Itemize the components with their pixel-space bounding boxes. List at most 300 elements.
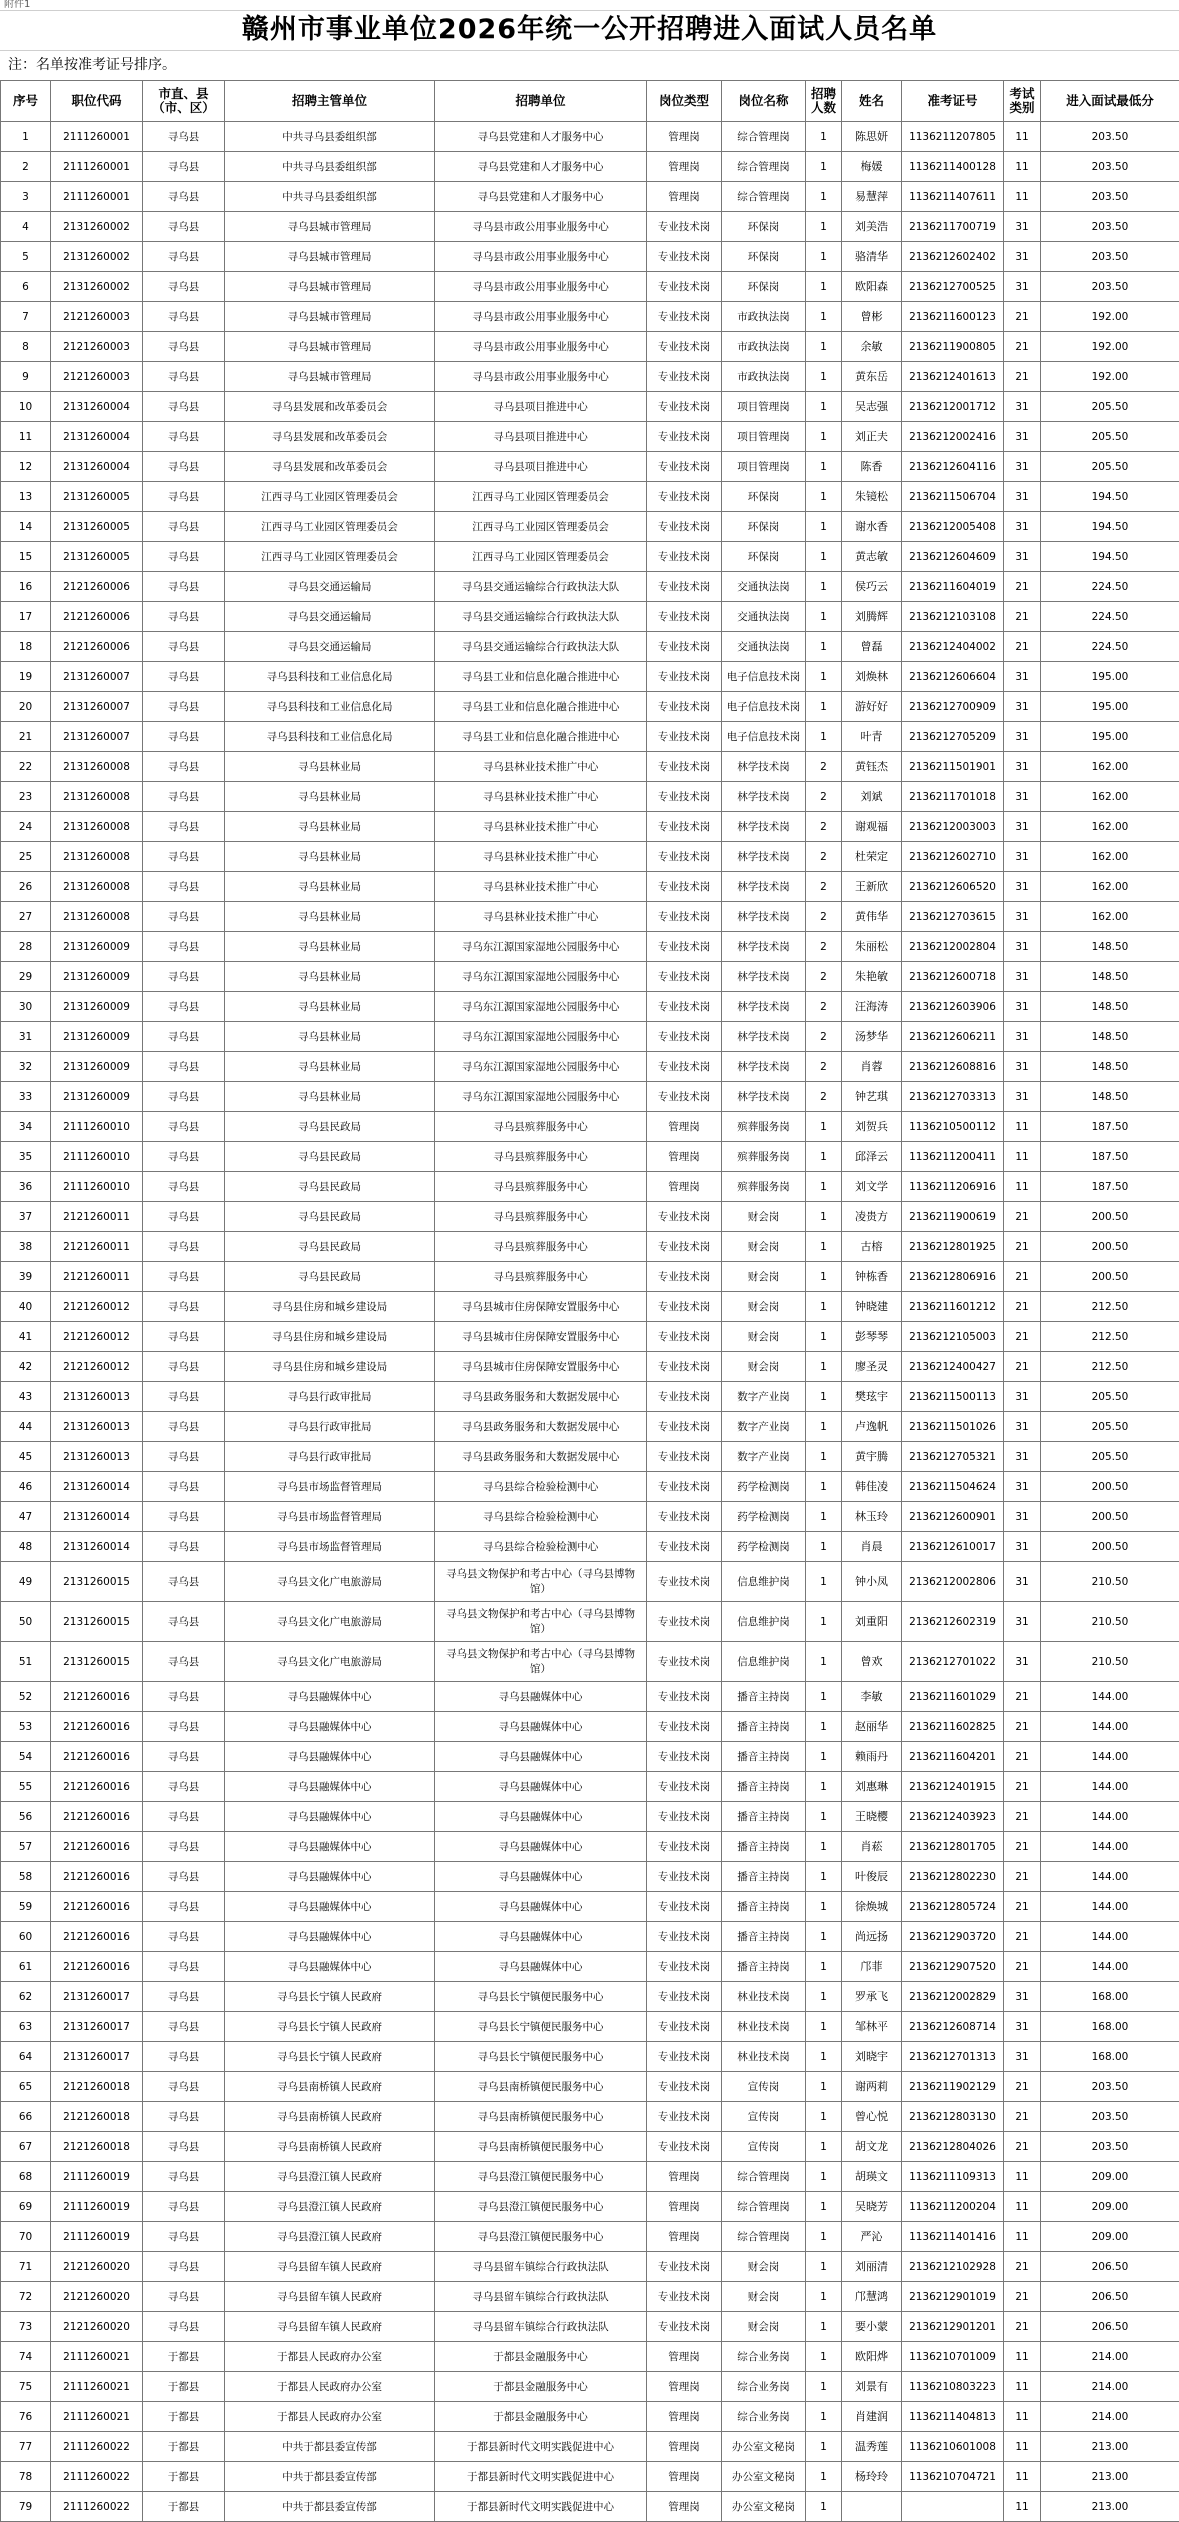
authority-cell: 寻乌县发展和改革委员会 [225,392,435,422]
county-cell: 寻乌县 [143,932,225,962]
seq-cell: 16 [1,572,51,602]
county-cell: 寻乌县 [143,2012,225,2042]
unit-cell: 寻乌县融媒体中心 [435,1862,647,1892]
exam-category-cell: 31 [1004,932,1041,962]
min-score-cell: 203.50 [1041,182,1179,212]
quota-cell: 1 [806,332,842,362]
post-type-cell: 专业技术岗 [647,1382,722,1412]
ticket-cell: 2136212703313 [902,1082,1004,1112]
exam-category-cell: 21 [1004,2132,1041,2162]
header-authority: 招聘主管单位 [225,81,435,122]
table-row [1,2282,1179,2312]
exam-category-cell: 31 [1004,272,1041,302]
ticket-cell: 2136211501901 [902,752,1004,782]
exam-category-cell: 31 [1004,1022,1041,1052]
unit-cell: 江西寻乌工业园区管理委员会 [435,542,647,572]
name-cell: 刘正夫 [842,422,902,452]
unit-cell: 寻乌县综合检验检测中心 [435,1502,647,1532]
seq-cell: 74 [1,2342,51,2372]
table-row [1,2162,1179,2192]
post-type-cell: 专业技术岗 [647,212,722,242]
unit-cell: 寻乌县长宁镇便民服务中心 [435,2012,647,2042]
name-cell: 王晓樱 [842,1802,902,1832]
authority-cell: 寻乌县融媒体中心 [225,1922,435,1952]
authority-cell: 江西寻乌工业园区管理委员会 [225,542,435,572]
seq-cell: 25 [1,842,51,872]
table-row [1,1082,1179,1112]
post-name-cell: 市政执法岗 [722,302,806,332]
quota-cell: 1 [806,1232,842,1262]
quota-cell: 2 [806,932,842,962]
exam-category-cell: 21 [1004,2252,1041,2282]
name-cell: 邹林平 [842,2012,902,2042]
ticket-cell: 1136210601008 [902,2432,1004,2462]
unit-cell: 寻乌县融媒体中心 [435,1832,647,1862]
exam-category-cell: 21 [1004,572,1041,602]
quota-cell: 1 [806,122,842,152]
name-cell: 胡瑛文 [842,2162,902,2192]
exam-category-cell: 31 [1004,1052,1041,1082]
quota-cell: 1 [806,1532,842,1562]
exam-category-cell: 21 [1004,332,1041,362]
quota-cell: 1 [806,1862,842,1892]
post-name-cell: 交通执法岗 [722,572,806,602]
seq-cell: 2 [1,152,51,182]
authority-cell: 寻乌县民政局 [225,1172,435,1202]
seq-cell: 1 [1,122,51,152]
name-cell: 凌贵方 [842,1202,902,1232]
name-cell: 李敏 [842,1682,902,1712]
authority-cell: 寻乌县林业局 [225,872,435,902]
quota-cell: 1 [806,392,842,422]
post-code-cell: 2111260022 [51,2432,143,2462]
unit-cell: 寻乌县项目推进中心 [435,392,647,422]
table-row [1,152,1179,182]
post-name-cell: 财会岗 [722,1232,806,1262]
unit-cell: 寻乌县南桥镇便民服务中心 [435,2102,647,2132]
post-code-cell: 2131260014 [51,1532,143,1562]
post-name-cell: 林业技术岗 [722,2012,806,2042]
county-cell: 寻乌县 [143,2252,225,2282]
authority-cell: 寻乌县林业局 [225,782,435,812]
post-code-cell: 2111260001 [51,152,143,182]
county-cell: 于都县 [143,2402,225,2432]
quota-cell: 1 [806,512,842,542]
post-name-cell: 宣传岗 [722,2102,806,2132]
post-type-cell: 专业技术岗 [647,1502,722,1532]
authority-cell: 寻乌县南桥镇人民政府 [225,2132,435,2162]
seq-cell: 77 [1,2432,51,2462]
post-code-cell: 2121260020 [51,2312,143,2342]
exam-category-cell: 31 [1004,872,1041,902]
name-cell: 曾心悦 [842,2102,902,2132]
authority-cell: 中共寻乌县委组织部 [225,152,435,182]
seq-cell: 47 [1,1502,51,1532]
county-cell: 寻乌县 [143,452,225,482]
table-row [1,1602,1179,1642]
table-row [1,272,1179,302]
post-type-cell: 专业技术岗 [647,422,722,452]
post-code-cell: 2121260016 [51,1712,143,1742]
post-type-cell: 专业技术岗 [647,1682,722,1712]
post-code-cell: 2131260008 [51,872,143,902]
ticket-cell: 2136212804026 [902,2132,1004,2162]
authority-cell: 中共寻乌县委组织部 [225,182,435,212]
unit-cell: 寻乌县留车镇综合行政执法队 [435,2312,647,2342]
min-score-cell: 192.00 [1041,362,1179,392]
post-code-cell: 2131260017 [51,2042,143,2072]
unit-cell: 于都县金融服务中心 [435,2372,647,2402]
name-cell: 林玉玲 [842,1502,902,1532]
authority-cell: 寻乌县民政局 [225,1232,435,1262]
exam-category-cell: 21 [1004,2312,1041,2342]
post-code-cell: 2131260008 [51,752,143,782]
post-name-cell: 财会岗 [722,2282,806,2312]
unit-cell: 寻乌县林业技术推广中心 [435,752,647,782]
name-cell: 曾彬 [842,302,902,332]
post-name-cell: 播音主持岗 [722,1772,806,1802]
unit-cell: 寻乌县党建和人才服务中心 [435,182,647,212]
name-cell: 黄宇腾 [842,1442,902,1472]
ticket-cell: 2136212701022 [902,1642,1004,1682]
name-cell: 廖圣灵 [842,1352,902,1382]
post-type-cell: 专业技术岗 [647,1562,722,1602]
unit-cell: 寻乌县市政公用事业服务中心 [435,332,647,362]
ticket-cell: 2136211500113 [902,1382,1004,1412]
min-score-cell: 212.50 [1041,1292,1179,1322]
name-cell: 要小蒙 [842,2312,902,2342]
quota-cell: 1 [806,2372,842,2402]
name-cell: 樊玹宇 [842,1382,902,1412]
table-row [1,812,1179,842]
ticket-cell: 2136212600718 [902,962,1004,992]
min-score-cell: 200.50 [1041,1232,1179,1262]
post-name-cell: 交通执法岗 [722,602,806,632]
unit-cell: 寻乌县文物保护和考古中心（寻乌县博物馆） [435,1642,647,1682]
post-code-cell: 2111260019 [51,2222,143,2252]
ticket-cell: 2136211900805 [902,332,1004,362]
quota-cell: 1 [806,2402,842,2432]
exam-category-cell: 21 [1004,1772,1041,1802]
authority-cell: 寻乌县融媒体中心 [225,1862,435,1892]
county-cell: 寻乌县 [143,782,225,812]
county-cell: 寻乌县 [143,212,225,242]
authority-cell: 于都县人民政府办公室 [225,2402,435,2432]
min-score-cell: 194.50 [1041,512,1179,542]
authority-cell: 寻乌县城市管理局 [225,272,435,302]
county-cell: 寻乌县 [143,1802,225,1832]
post-type-cell: 专业技术岗 [647,542,722,572]
authority-cell: 寻乌县城市管理局 [225,242,435,272]
post-code-cell: 2121260016 [51,1922,143,1952]
county-cell: 寻乌县 [143,242,225,272]
post-name-cell: 交通执法岗 [722,632,806,662]
name-cell: 谢两莉 [842,2072,902,2102]
authority-cell: 寻乌县长宁镇人民政府 [225,2012,435,2042]
name-cell: 陈思妍 [842,122,902,152]
post-code-cell: 2131260017 [51,1982,143,2012]
table-row [1,1202,1179,1232]
post-code-cell: 2131260008 [51,812,143,842]
post-type-cell: 专业技术岗 [647,632,722,662]
name-cell: 黄钰杰 [842,752,902,782]
post-code-cell: 2121260016 [51,1682,143,1712]
county-cell: 寻乌县 [143,1532,225,1562]
post-type-cell: 专业技术岗 [647,2102,722,2132]
quota-cell: 1 [806,302,842,332]
header-post-code: 职位代码 [51,81,143,122]
unit-cell: 寻乌县融媒体中心 [435,1742,647,1772]
ticket-cell: 2136212401613 [902,362,1004,392]
unit-cell: 寻乌县市政公用事业服务中心 [435,362,647,392]
county-cell: 寻乌县 [143,1952,225,1982]
authority-cell: 寻乌县融媒体中心 [225,1772,435,1802]
exam-category-cell: 11 [1004,2462,1041,2492]
quota-cell: 1 [806,1772,842,1802]
post-type-cell: 管理岗 [647,2222,722,2252]
seq-cell: 6 [1,272,51,302]
name-cell: 彭琴琴 [842,1322,902,1352]
min-score-cell: 162.00 [1041,782,1179,812]
min-score-cell: 203.50 [1041,152,1179,182]
post-type-cell: 管理岗 [647,2402,722,2432]
unit-cell: 寻乌县殡葬服务中心 [435,1202,647,1232]
post-type-cell: 专业技术岗 [647,992,722,1022]
post-code-cell: 2131260009 [51,1052,143,1082]
post-name-cell: 播音主持岗 [722,1802,806,1832]
seq-cell: 32 [1,1052,51,1082]
post-name-cell: 播音主持岗 [722,1832,806,1862]
exam-category-cell: 31 [1004,1502,1041,1532]
post-code-cell: 2121260012 [51,1322,143,1352]
seq-cell: 42 [1,1352,51,1382]
post-code-cell: 2131260015 [51,1602,143,1642]
ticket-cell: 2136212610017 [902,1532,1004,1562]
exam-category-cell: 21 [1004,1742,1041,1772]
county-cell: 寻乌县 [143,1112,225,1142]
quota-cell: 1 [806,2192,842,2222]
quota-cell: 2 [806,752,842,782]
exam-category-cell: 31 [1004,752,1041,782]
authority-cell: 寻乌县融媒体中心 [225,1682,435,1712]
min-score-cell: 144.00 [1041,1712,1179,1742]
county-cell: 于都县 [143,2462,225,2492]
table-row [1,452,1179,482]
post-code-cell: 2131260008 [51,902,143,932]
exam-category-cell: 31 [1004,842,1041,872]
quota-cell: 1 [806,632,842,662]
quota-cell: 2 [806,962,842,992]
min-score-cell: 224.50 [1041,632,1179,662]
post-name-cell: 综合管理岗 [722,2222,806,2252]
name-cell: 赵丽华 [842,1712,902,1742]
authority-cell: 寻乌县林业局 [225,1022,435,1052]
post-code-cell: 2121260016 [51,1952,143,1982]
min-score-cell: 205.50 [1041,392,1179,422]
table-row [1,422,1179,452]
post-type-cell: 专业技术岗 [647,2252,722,2282]
quota-cell: 1 [806,1292,842,1322]
name-cell: 余敏 [842,332,902,362]
name-cell: 刘贺兵 [842,1112,902,1142]
name-cell: 邝菲 [842,1952,902,1982]
post-code-cell: 2131260015 [51,1562,143,1602]
post-name-cell: 药学检测岗 [722,1502,806,1532]
header-post-type: 岗位类型 [647,81,722,122]
unit-cell: 寻乌县殡葬服务中心 [435,1142,647,1172]
post-code-cell: 2121260011 [51,1262,143,1292]
post-name-cell: 综合管理岗 [722,152,806,182]
quota-cell: 1 [806,1982,842,2012]
post-name-cell: 财会岗 [722,1202,806,1232]
min-score-cell: 162.00 [1041,872,1179,902]
post-type-cell: 专业技术岗 [647,1642,722,1682]
quota-cell: 2 [806,872,842,902]
quota-cell: 1 [806,1922,842,1952]
post-code-cell: 2121260012 [51,1352,143,1382]
post-name-cell: 播音主持岗 [722,1682,806,1712]
post-name-cell: 林学技术岗 [722,782,806,812]
seq-cell: 49 [1,1562,51,1602]
quota-cell: 1 [806,242,842,272]
post-type-cell: 专业技术岗 [647,332,722,362]
county-cell: 寻乌县 [143,182,225,212]
authority-cell: 寻乌县林业局 [225,962,435,992]
quota-cell: 1 [806,1172,842,1202]
seq-cell: 67 [1,2132,51,2162]
ticket-cell: 1136211400128 [902,152,1004,182]
table-row [1,392,1179,422]
seq-cell: 72 [1,2282,51,2312]
county-cell: 于都县 [143,2432,225,2462]
min-score-cell: 162.00 [1041,812,1179,842]
authority-cell: 寻乌县科技和工业信息化局 [225,722,435,752]
exam-category-cell: 21 [1004,632,1041,662]
min-score-cell: 195.00 [1041,722,1179,752]
unit-cell: 寻乌东江源国家湿地公园服务中心 [435,1022,647,1052]
name-cell: 刘惠琳 [842,1772,902,1802]
ticket-cell: 2136211600123 [902,302,1004,332]
post-type-cell: 管理岗 [647,2162,722,2192]
authority-cell: 寻乌县城市管理局 [225,302,435,332]
county-cell: 寻乌县 [143,1352,225,1382]
seq-cell: 56 [1,1802,51,1832]
unit-cell: 寻乌县党建和人才服务中心 [435,122,647,152]
table-row [1,302,1179,332]
name-cell: 古榕 [842,1232,902,1262]
post-code-cell: 2131260005 [51,542,143,572]
exam-category-cell: 31 [1004,692,1041,722]
county-cell: 寻乌县 [143,1642,225,1682]
name-cell: 刘景有 [842,2372,902,2402]
name-cell: 肖菘 [842,1832,902,1862]
post-name-cell: 药学检测岗 [722,1532,806,1562]
unit-cell: 寻乌县文物保护和考古中心（寻乌县博物馆） [435,1562,647,1602]
min-score-cell: 224.50 [1041,572,1179,602]
post-type-cell: 专业技术岗 [647,1532,722,1562]
ticket-cell [902,2492,1004,2522]
quota-cell: 1 [806,2282,842,2312]
min-score-cell: 203.50 [1041,2102,1179,2132]
table-row [1,692,1179,722]
quota-cell: 1 [806,1642,842,1682]
county-cell: 于都县 [143,2342,225,2372]
name-cell: 吴志强 [842,392,902,422]
unit-cell: 寻乌县融媒体中心 [435,1892,647,1922]
authority-cell: 寻乌县行政审批局 [225,1382,435,1412]
quota-cell: 1 [806,482,842,512]
name-cell: 易慧萍 [842,182,902,212]
post-name-cell: 药学检测岗 [722,1472,806,1502]
unit-cell: 寻乌县融媒体中心 [435,1952,647,1982]
min-score-cell: 203.50 [1041,2072,1179,2102]
min-score-cell: 214.00 [1041,2402,1179,2432]
header-county: 市直、县（市、区） [143,81,225,122]
post-type-cell: 专业技术岗 [647,1322,722,1352]
quota-cell: 1 [806,1502,842,1532]
min-score-cell: 144.00 [1041,1772,1179,1802]
min-score-cell: 210.50 [1041,1642,1179,1682]
quota-cell: 1 [806,422,842,452]
quota-cell: 1 [806,272,842,302]
authority-cell: 寻乌县民政局 [225,1202,435,1232]
quota-cell: 1 [806,1262,842,1292]
county-cell: 于都县 [143,2372,225,2402]
ticket-cell: 2136212705209 [902,722,1004,752]
post-type-cell: 专业技术岗 [647,842,722,872]
ticket-cell: 2136212703615 [902,902,1004,932]
post-code-cell: 2121260016 [51,1862,143,1892]
sort-note: 注：名单按准考证号排序。 [0,51,1179,80]
post-type-cell: 专业技术岗 [647,752,722,782]
exam-category-cell: 11 [1004,152,1041,182]
min-score-cell: 144.00 [1041,1922,1179,1952]
post-type-cell: 专业技术岗 [647,872,722,902]
post-code-cell: 2121260018 [51,2072,143,2102]
county-cell: 寻乌县 [143,2042,225,2072]
unit-cell: 寻乌县市政公用事业服务中心 [435,302,647,332]
post-type-cell: 管理岗 [647,2372,722,2402]
min-score-cell: 214.00 [1041,2372,1179,2402]
table-row [1,782,1179,812]
header-unit: 招聘单位 [435,81,647,122]
min-score-cell: 168.00 [1041,2042,1179,2072]
min-score-cell: 148.50 [1041,1022,1179,1052]
authority-cell: 寻乌县城市管理局 [225,332,435,362]
exam-category-cell: 31 [1004,1642,1041,1682]
table-row [1,962,1179,992]
exam-category-cell: 31 [1004,992,1041,1022]
quota-cell: 2 [806,782,842,812]
min-score-cell: 144.00 [1041,1892,1179,1922]
unit-cell: 寻乌东江源国家湿地公园服务中心 [435,992,647,1022]
post-name-cell: 环保岗 [722,212,806,242]
county-cell: 寻乌县 [143,152,225,182]
post-code-cell: 2121260006 [51,572,143,602]
county-cell: 寻乌县 [143,2132,225,2162]
post-name-cell: 市政执法岗 [722,362,806,392]
post-name-cell: 综合业务岗 [722,2402,806,2432]
unit-cell: 寻乌县工业和信息化融合推进中心 [435,662,647,692]
min-score-cell: 213.00 [1041,2492,1179,2522]
authority-cell: 寻乌县住房和城乡建设局 [225,1352,435,1382]
table-row [1,1022,1179,1052]
min-score-cell: 206.50 [1041,2312,1179,2342]
ticket-cell: 2136212001712 [902,392,1004,422]
authority-cell: 江西寻乌工业园区管理委员会 [225,512,435,542]
ticket-cell: 2136212401915 [902,1772,1004,1802]
post-name-cell: 信息维护岗 [722,1642,806,1682]
